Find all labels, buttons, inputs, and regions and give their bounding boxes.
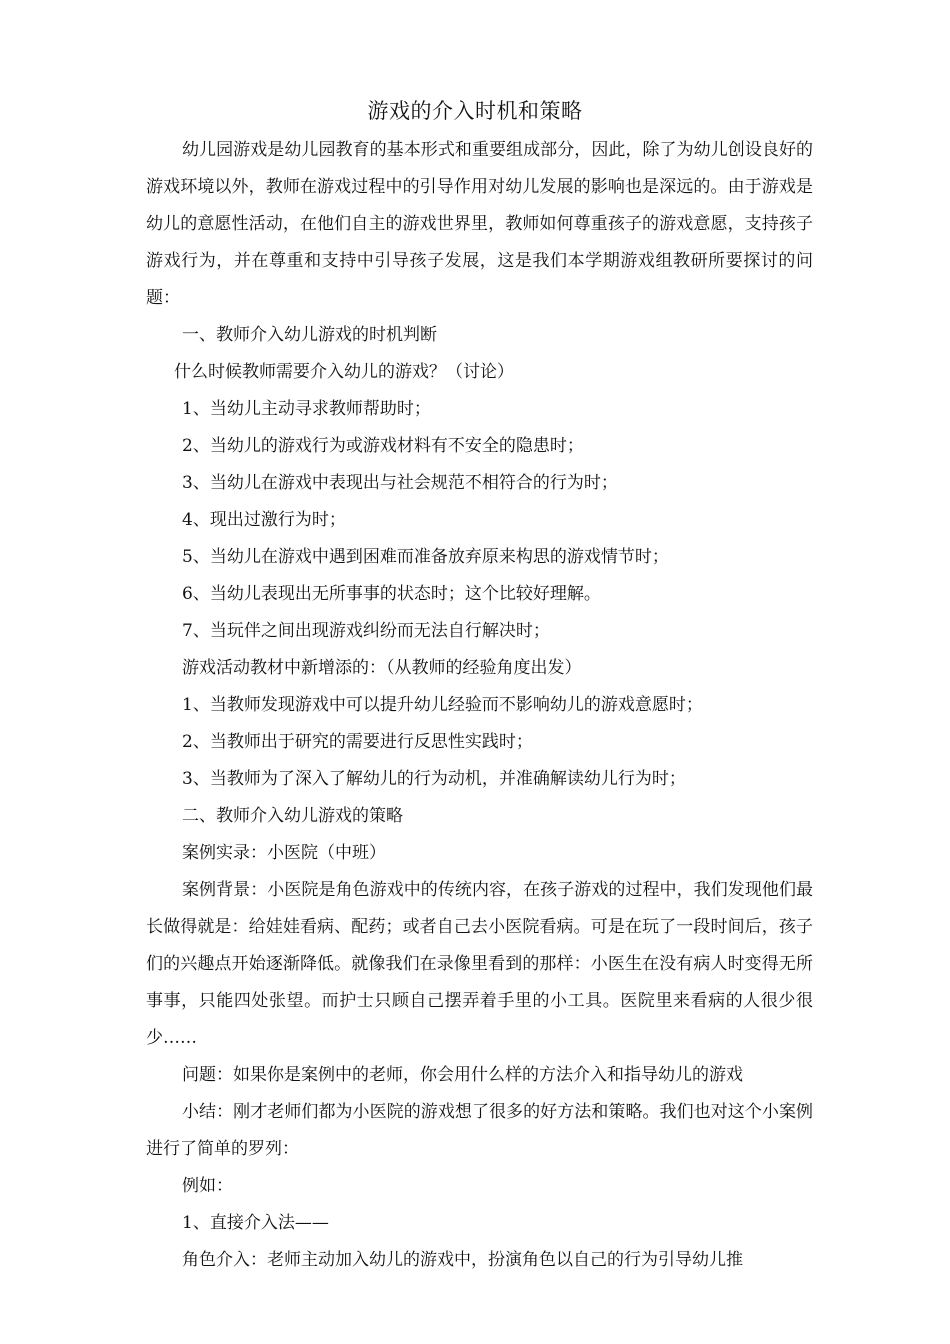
- document-body: [146, 132, 813, 1279]
- list-item: 6、当幼儿表现出无所事事的状态时；这个比较好理解。: [182, 584, 601, 604]
- list-item: 5、当幼儿在游戏中遇到困难而准备放弃原来构思的游戏情节时；: [182, 547, 669, 567]
- list-item: 2、当教师出于研究的需要进行反思性实践时；: [182, 732, 533, 752]
- section-heading-1: 一、教师介入幼儿游戏的时机判断: [182, 325, 437, 345]
- role-intervention-paragraph: 角色介入：老师主动加入幼儿的游戏中，扮演角色以自己的行为引导幼儿推: [182, 1250, 743, 1270]
- example-label: 例如：: [182, 1176, 233, 1196]
- summary-paragraph: 小结：刚才老师们都为小医院的游戏想了很多的好方法和策略。我们也对这个小案例进行了简单的罗列：: [146, 1102, 813, 1159]
- case-record: 案例实录：小医院（中班）: [182, 843, 386, 863]
- list-item: 3、当教师为了深入了解幼儿的行为动机，并准确解读幼儿行为时；: [182, 769, 686, 789]
- case-background: 案例背景：小医院是角色游戏中的传统内容，在孩子游戏的过程中，我们发现他们最长做得就是：给娃娃看病、配药；或者自己去小医院看病。可是在玩了一段时间后，孩子们的兴趣点开始逐渐降低。就像我们在录像里看到的那样：小医生在没有病人时变得无所事事，只能四处张望。而护士只顾自己摆弄着手里的小工具。医院里来看病的人很少很少……: [146, 880, 813, 1048]
- list-item: 4、现出过激行为时；: [182, 510, 346, 530]
- method-heading: 1、直接介入法——: [182, 1213, 329, 1233]
- list-item: 1、当幼儿主动寻求教师帮助时；: [182, 399, 431, 419]
- section-heading-2: 二、教师介入幼儿游戏的策略: [182, 806, 403, 826]
- list-item: 2、当幼儿的游戏行为或游戏材料有不安全的隐患时；: [182, 436, 584, 456]
- paragraph-intro: 幼儿园游戏是幼儿园教育的基本形式和重要组成部分，因此，除了为幼儿创设良好的游戏环境以外，教师在游戏过程中的引导作用对幼儿发展的影响也是深远的。由于游戏是幼儿的意愿性活动，在他们自主的游戏世界里，教师如何尊重孩子的游戏意愿，支持孩子游戏行为，并在尊重和支持中引导孩子发展，这是我们本学期游戏组教研所要探讨的问题：: [146, 140, 813, 308]
- list-item: 7、当玩伴之间出现游戏纠纷而无法自行解决时；: [182, 621, 550, 641]
- document-title: 游戏的介入时机和策略: [367, 99, 583, 123]
- subheading-new-content: 游戏活动教材中新增添的：（从教师的经验角度出发）: [182, 658, 582, 678]
- list-item: 1、当教师发现游戏中可以提升幼儿经验而不影响幼儿的游戏意愿时；: [182, 695, 703, 715]
- discussion-question: 什么时候教师需要介入幼儿的游戏？（讨论）: [174, 362, 514, 382]
- list-item: 3、当幼儿在游戏中表现出与社会规范不相符合的行为时；: [182, 473, 618, 493]
- question-paragraph: 问题：如果你是案例中的老师，你会用什么样的方法介入和指导幼儿的游戏: [182, 1065, 743, 1085]
